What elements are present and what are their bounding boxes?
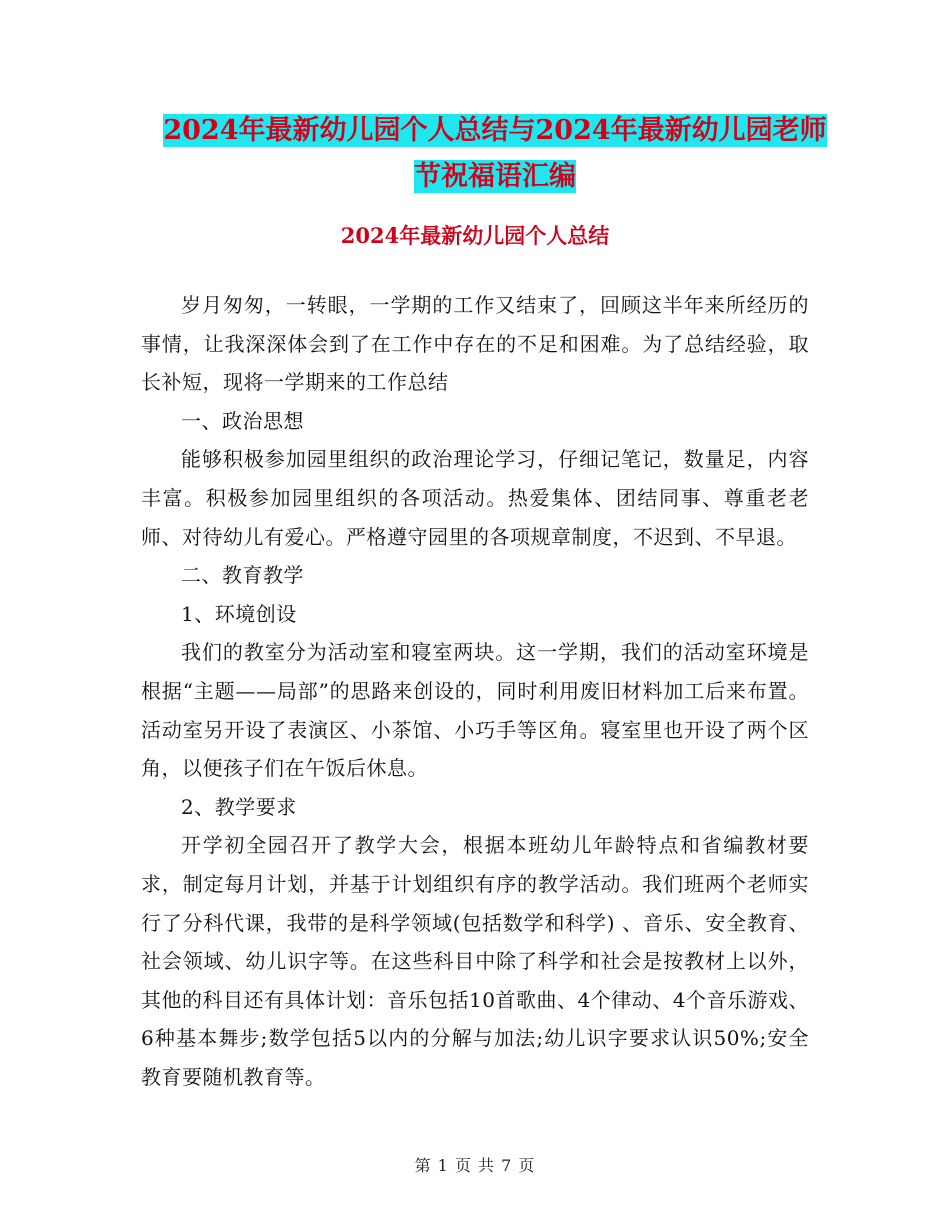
heading-teaching: 2、教学要求	[181, 794, 297, 819]
heading-political: 一、政治思想	[181, 408, 304, 433]
heading-education: 二、教育教学	[181, 563, 304, 588]
paragraph-intro: 岁月匆匆，一转眼，一学期的工作又结束了，回顾这半年来所经历的事情，让我深深体会到了在工作中存在的不足和困难。为了总结经验，取长补短，现将一学期来的工作总结	[141, 293, 809, 395]
document-body	[141, 286, 809, 1096]
paragraph-political: 能够积极参加园里组织的政治理论学习，仔细记笔记，数量足，内容丰富。积极参加园里组织的各项活动。热爱集体、团结同事、尊重老老师、对待幼儿有爱心。严格遵守园里的各项规章制度，不迟到、不早退。	[141, 447, 809, 549]
paragraph-teaching: 开学初全园召开了教学大会，根据本班幼儿年龄特点和省编教材要求，制定每月计划，并基于计划组织有序的教学活动。我们班两个老师实行了分科代课，我带的是科学领域(包括数学和科学) 、音乐、安全教育、社会领域、幼儿识字等。在这些科目中除了科学和社会是按教材上以外，其他的科目还有具体计划：音乐包括10首歌曲、4个律动、4个音乐游戏、6种基本舞步;数学包括5以内的分解与加法;幼儿识字要求认识50%;安全教育要随机教育等。	[141, 833, 809, 1089]
title-line-1: 2024年最新幼儿园个人总结与2024年最新幼儿园老师	[163, 115, 827, 146]
title-line-2: 节祝福语汇编	[414, 161, 576, 192]
heading-environment: 1、环境创设	[181, 601, 297, 626]
section-title: 2024年最新幼儿园个人总结	[340, 223, 610, 248]
page-footer: 第 1 页 共 7 页	[414, 1156, 536, 1175]
document-title	[150, 108, 840, 200]
paragraph-environment: 我们的教室分为活动室和寝室两块。这一学期，我们的活动室环境是根据“主题——局部”的思路来创设的，同时利用废旧材料加工后来布置。活动室另开设了表演区、小茶馆、小巧手等区角。寝室里也开设了两个区角，以便孩子们在午饭后休息。	[141, 640, 809, 781]
